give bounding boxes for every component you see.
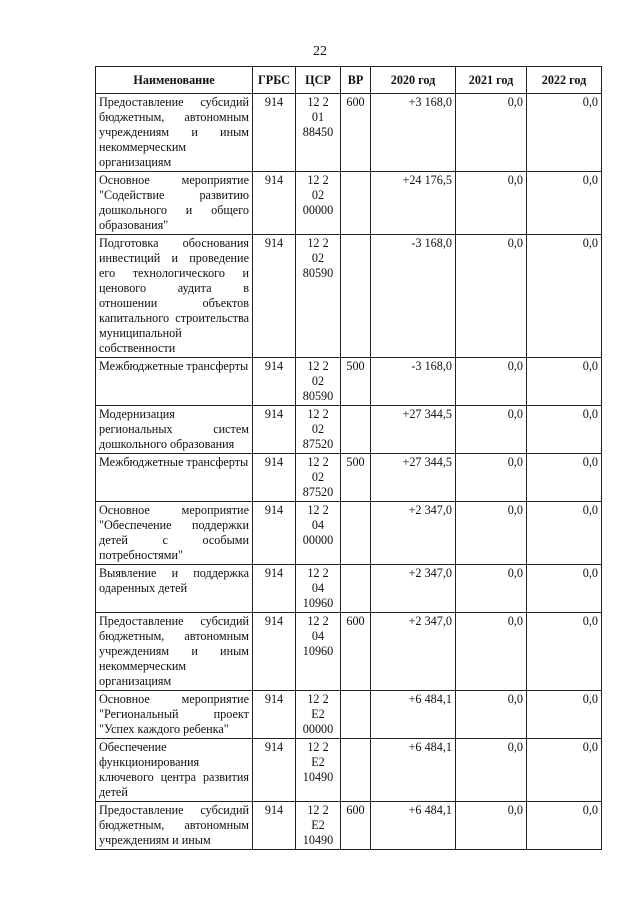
cell-2020: +6 484,1: [371, 691, 456, 739]
cell-vr: [341, 565, 371, 613]
cell-grbs: 914: [253, 691, 296, 739]
cell-grbs: 914: [253, 613, 296, 691]
cell-name: Предоставление субсидий бюджетным, автономным учреждениям и иным некоммерческим организациям: [96, 94, 253, 172]
cell-grbs: 914: [253, 802, 296, 850]
cell-grbs: 914: [253, 565, 296, 613]
cell-name: Подготовка обоснования инвестиций и проведение его технологического и ценового аудита в отношении объектов капитального строительства муниципальной собственности: [96, 235, 253, 358]
table-row: [96, 739, 602, 802]
cell-vr: 600: [341, 613, 371, 691]
cell-2020: -3 168,0: [371, 358, 456, 406]
column-header-2021: 2021 год: [456, 67, 527, 94]
cell-csr: 12 2 E2 10490: [296, 739, 341, 802]
column-header-2022: 2022 год: [527, 67, 602, 94]
cell-2021: 0,0: [456, 802, 527, 850]
cell-csr: 12 2 02 00000: [296, 172, 341, 235]
cell-2020: -3 168,0: [371, 235, 456, 358]
cell-name: Основное мероприятие "Обеспечение поддержки детей с особыми потребностями": [96, 502, 253, 565]
cell-2022: 0,0: [527, 502, 602, 565]
cell-grbs: 914: [253, 739, 296, 802]
cell-vr: [341, 172, 371, 235]
cell-name: Основное мероприятие "Содействие развитию дошкольного и общего образования": [96, 172, 253, 235]
cell-csr: 12 2 02 80590: [296, 358, 341, 406]
cell-2021: 0,0: [456, 235, 527, 358]
column-header-grbs: ГРБС: [253, 67, 296, 94]
cell-2022: 0,0: [527, 613, 602, 691]
table-row: [96, 502, 602, 565]
cell-grbs: 914: [253, 502, 296, 565]
cell-2021: 0,0: [456, 94, 527, 172]
cell-2022: 0,0: [527, 358, 602, 406]
cell-2022: 0,0: [527, 454, 602, 502]
cell-vr: 600: [341, 94, 371, 172]
cell-grbs: 914: [253, 94, 296, 172]
cell-2020: +3 168,0: [371, 94, 456, 172]
cell-2020: +27 344,5: [371, 454, 456, 502]
cell-2022: 0,0: [527, 802, 602, 850]
column-header-name: Наименование: [96, 67, 253, 94]
cell-name: Межбюджетные трансферты: [96, 358, 253, 406]
cell-2020: +2 347,0: [371, 565, 456, 613]
cell-2020: +27 344,5: [371, 406, 456, 454]
cell-csr: 12 2 04 10960: [296, 613, 341, 691]
cell-2022: 0,0: [527, 739, 602, 802]
page-number: 22: [313, 44, 327, 59]
cell-2021: 0,0: [456, 502, 527, 565]
cell-2021: 0,0: [456, 691, 527, 739]
cell-2020: +24 176,5: [371, 172, 456, 235]
cell-csr: 12 2 02 80590: [296, 235, 341, 358]
cell-name: Основное мероприятие "Региональный проект "Успех каждого ребенка": [96, 691, 253, 739]
cell-grbs: 914: [253, 358, 296, 406]
table-row: [96, 235, 602, 358]
cell-vr: [341, 502, 371, 565]
cell-vr: 600: [341, 802, 371, 850]
cell-csr: 12 2 E2 00000: [296, 691, 341, 739]
cell-2022: 0,0: [527, 235, 602, 358]
cell-vr: [341, 739, 371, 802]
cell-csr: 12 2 02 87520: [296, 406, 341, 454]
cell-2021: 0,0: [456, 565, 527, 613]
cell-csr: 12 2 E2 10490: [296, 802, 341, 850]
cell-2022: 0,0: [527, 94, 602, 172]
cell-2021: 0,0: [456, 406, 527, 454]
cell-vr: [341, 406, 371, 454]
cell-csr: 12 2 02 87520: [296, 454, 341, 502]
cell-vr: 500: [341, 454, 371, 502]
cell-vr: [341, 691, 371, 739]
cell-2020: +2 347,0: [371, 502, 456, 565]
cell-name: Обеспечение функционирования ключевого центра развития детей: [96, 739, 253, 802]
cell-csr: 12 2 04 00000: [296, 502, 341, 565]
cell-grbs: 914: [253, 235, 296, 358]
cell-2022: 0,0: [527, 172, 602, 235]
cell-csr: 12 2 01 88450: [296, 94, 341, 172]
cell-2022: 0,0: [527, 691, 602, 739]
column-header-vr: ВР: [341, 67, 371, 94]
column-header-csr: ЦСР: [296, 67, 341, 94]
cell-2021: 0,0: [456, 739, 527, 802]
cell-name: Выявление и поддержка одаренных детей: [96, 565, 253, 613]
cell-2022: 0,0: [527, 565, 602, 613]
cell-2020: +6 484,1: [371, 739, 456, 802]
table-row: [96, 172, 602, 235]
budget-table: [95, 66, 602, 850]
cell-vr: [341, 235, 371, 358]
cell-name: Предоставление субсидий бюджетным, автономным учреждениям и иным: [96, 802, 253, 850]
cell-csr: 12 2 04 10960: [296, 565, 341, 613]
table-row: [96, 454, 602, 502]
table-row: [96, 565, 602, 613]
cell-2021: 0,0: [456, 454, 527, 502]
cell-name: Предоставление субсидий бюджетным, автономным учреждениям и иным некоммерческим организациям: [96, 613, 253, 691]
table-row: [96, 691, 602, 739]
table-row: [96, 613, 602, 691]
cell-2021: 0,0: [456, 613, 527, 691]
cell-2021: 0,0: [456, 172, 527, 235]
table-row: [96, 94, 602, 172]
cell-name: Межбюджетные трансферты: [96, 454, 253, 502]
table-row: [96, 802, 602, 850]
cell-2020: +2 347,0: [371, 613, 456, 691]
cell-2022: 0,0: [527, 406, 602, 454]
cell-2020: +6 484,1: [371, 802, 456, 850]
column-header-2020: 2020 год: [371, 67, 456, 94]
cell-grbs: 914: [253, 406, 296, 454]
table-row: [96, 406, 602, 454]
cell-grbs: 914: [253, 172, 296, 235]
cell-vr: 500: [341, 358, 371, 406]
table-header-row: [96, 67, 602, 94]
cell-grbs: 914: [253, 454, 296, 502]
table-row: [96, 358, 602, 406]
cell-name: Модернизация региональных систем дошкольного образования: [96, 406, 253, 454]
cell-2021: 0,0: [456, 358, 527, 406]
